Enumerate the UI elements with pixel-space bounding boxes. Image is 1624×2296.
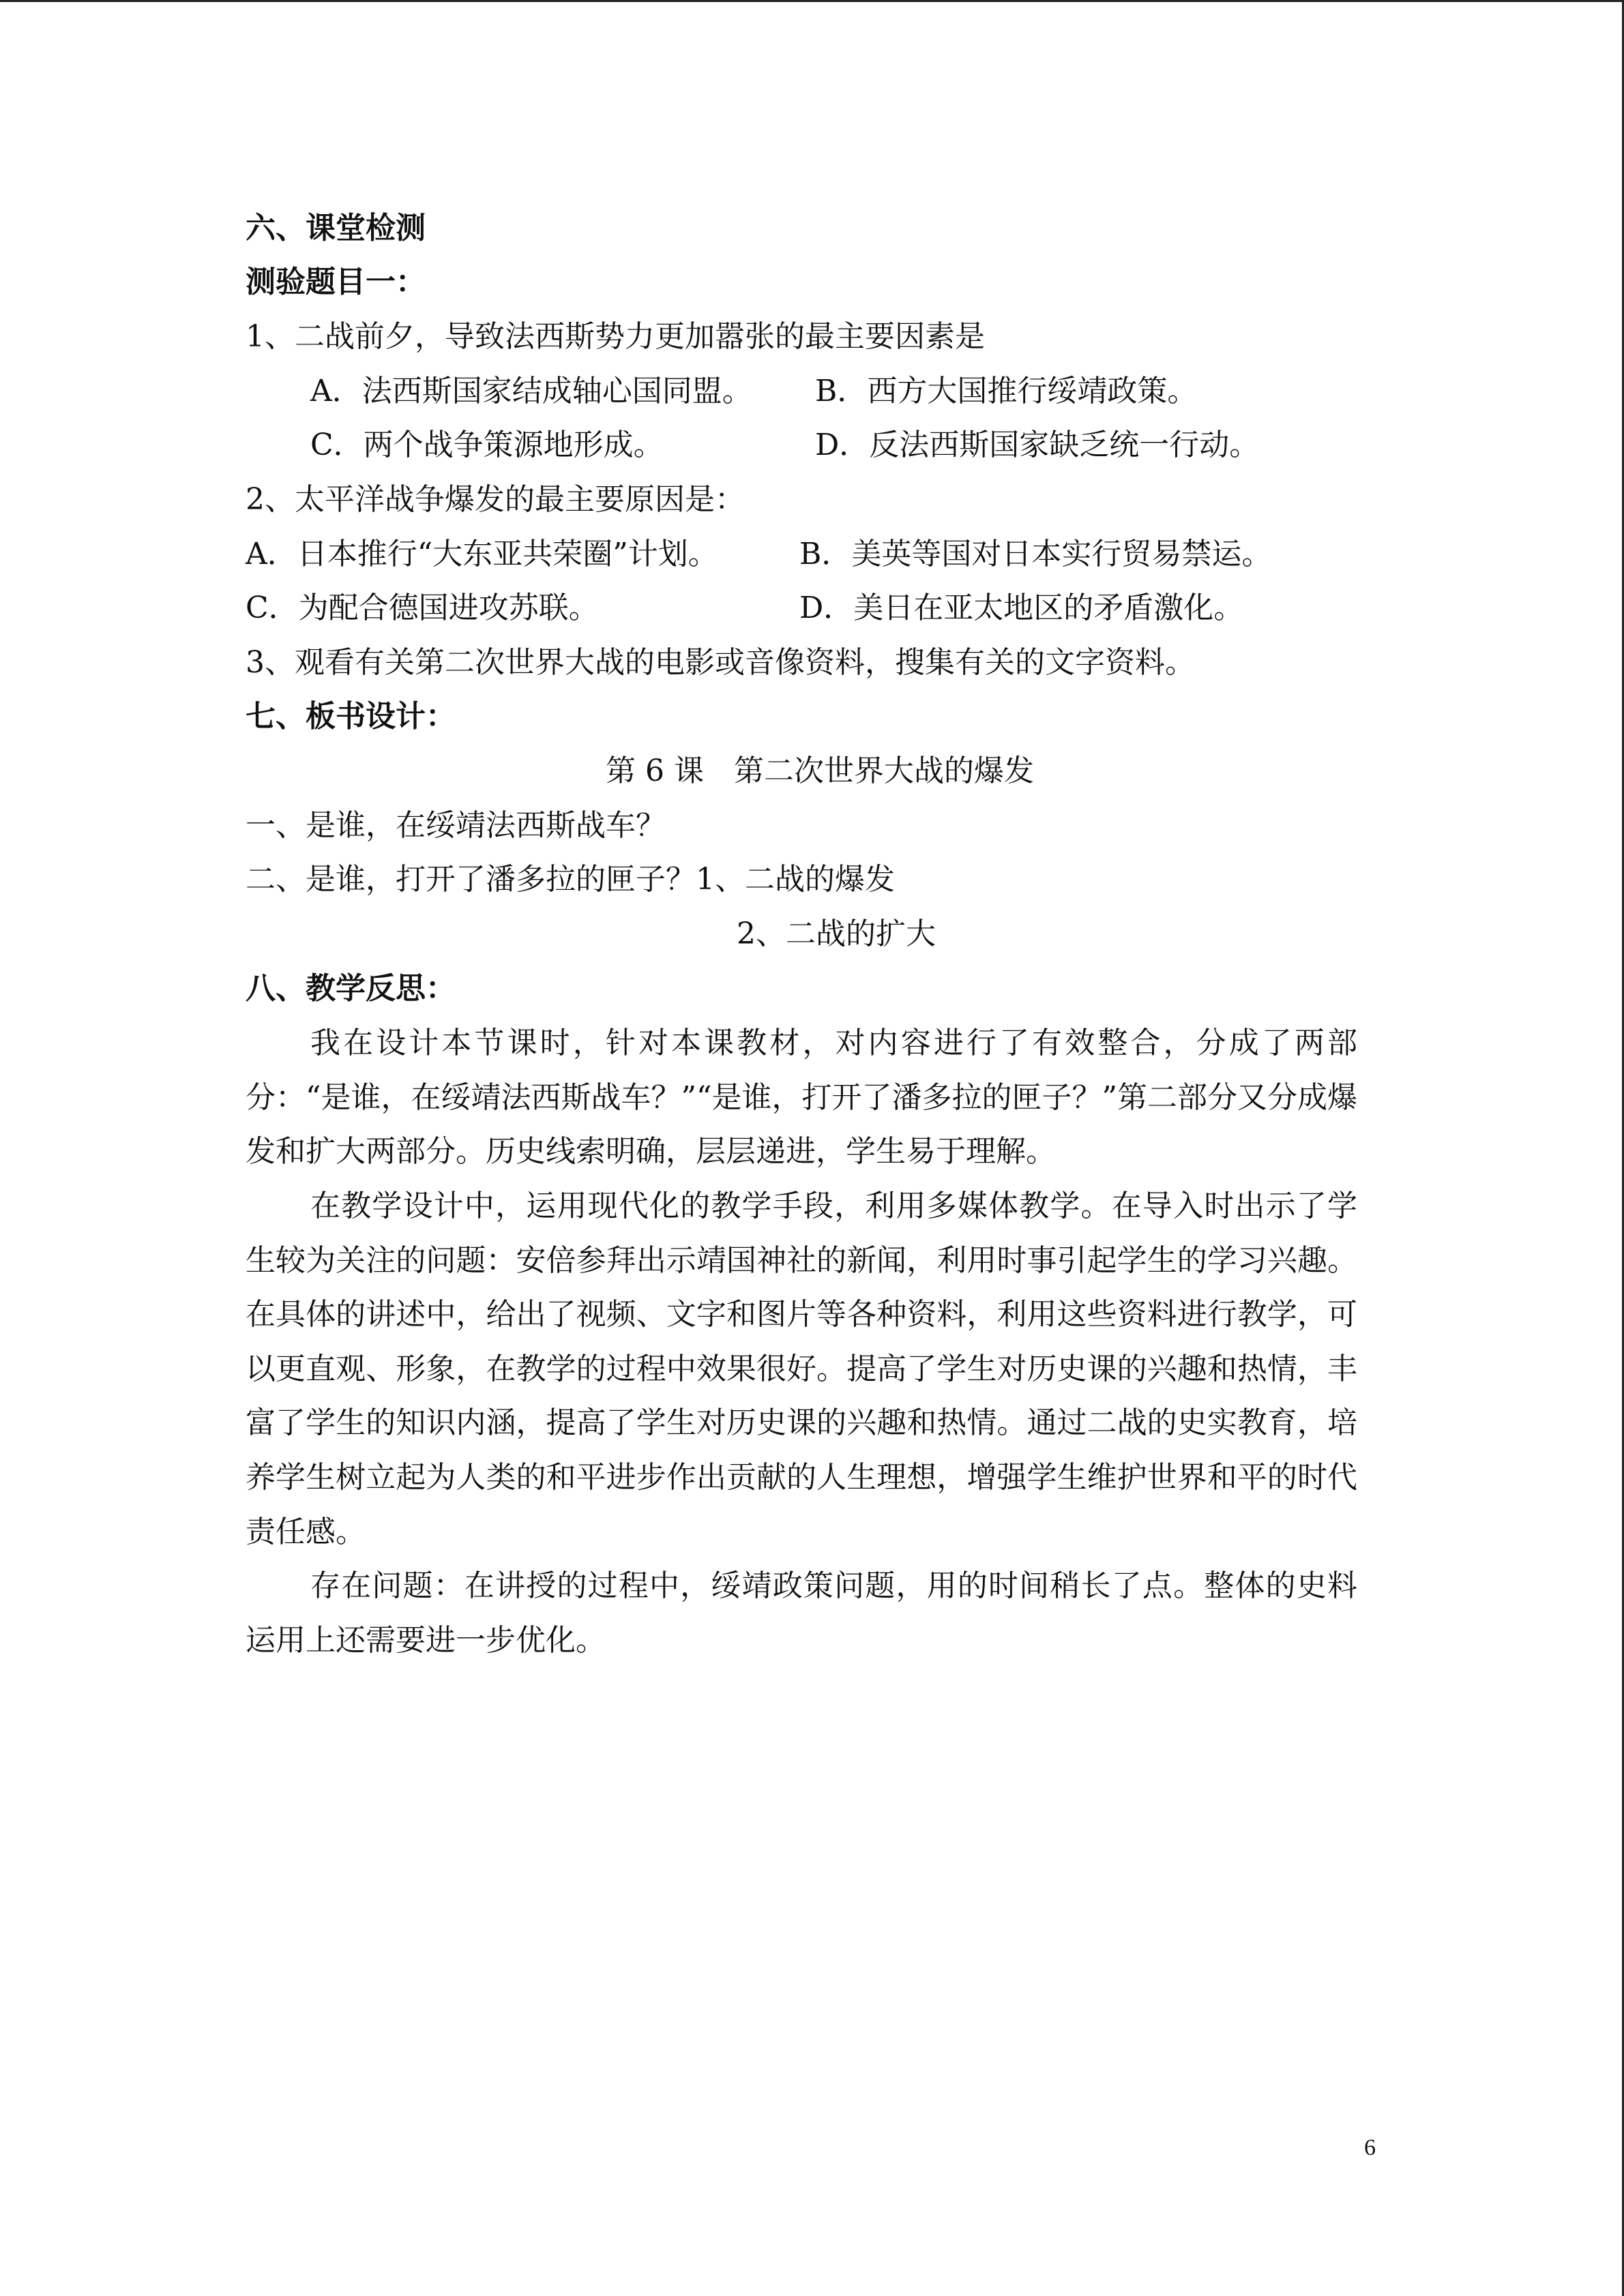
board-item-1: 一、是谁，在绥靖法西斯战车？ <box>246 808 666 843</box>
question-1-option-c: C．两个战争策源地形成。 <box>310 428 664 462</box>
page-number: 6 <box>1364 2135 1376 2160</box>
question-2-option-b: B．美英等国对日本实行贸易禁运。 <box>799 537 1272 571</box>
question-2-option-c: C．为配合德国进攻苏联。 <box>246 591 599 625</box>
board-item-2-sub-2: 2、二战的扩大 <box>737 916 936 951</box>
section-eight-title: 八、教学反思： <box>246 971 456 1006</box>
question-2-option-a: A．日本推行“大东亚共荣圈”计划。 <box>246 537 718 571</box>
question-1-option-d: D．反法西斯国家缺乏统一行动。 <box>815 428 1260 462</box>
question-1-option-b: B．西方大国推行绥靖政策。 <box>815 374 1198 408</box>
question-1-stem: 1、二战前夕，导致法西斯势力更加嚣张的最主要因素是 <box>246 319 985 354</box>
board-item-2: 二、是谁，打开了潘多拉的匣子？1、二战的爆发 <box>246 862 895 897</box>
section-seven-title: 七、板书设计： <box>246 699 456 734</box>
page-border-top <box>0 0 1624 2</box>
question-2-stem: 2、太平洋战争爆发的最主要原因是： <box>246 482 745 517</box>
test-title: 测验题目一： <box>246 265 426 299</box>
reflection-paragraph-1: 我在设计本节课时，针对本课教材，对内容进行了有效整合，分成了两部分：“是谁，在绥靖法西斯战车？”“是谁，打开了潘多拉的匣子？”第二部分又分成爆发和扩大两部分。历史线索明确，层层递进，学生易于理解。 <box>246 1026 1357 1169</box>
reflection-paragraph-3: 存在问题：在讲授的过程中，绥靖政策问题，用的时间稍长了点。整体的史料运用上还需要进一步优化。 <box>246 1568 1357 1658</box>
question-1-option-a: A．法西斯国家结成轴心国同盟。 <box>310 374 752 408</box>
question-3: 3、观看有关第二次世界大战的电影或音像资料，搜集有关的文字资料。 <box>246 645 1195 680</box>
section-six-title: 六、课堂检测 <box>246 211 426 245</box>
question-2-option-d: D．美日在亚太地区的矛盾激化。 <box>799 591 1244 625</box>
board-title: 第 6 课 第二次世界大战的爆发 <box>606 754 1034 788</box>
reflection-paragraph-2: 在教学设计中，运用现代化的教学手段，利用多媒体教学。在导入时出示了学生较为关注的问题：安倍参拜出示靖国神社的新闻，利用时事引起学生的学习兴趣。在具体的讲述中，给出了视频、文字和图片等各种资料，利用这些资料进行教学，可以更直观、形象，在教学的过程中效果很好。提高了学生对历史课的兴趣和热情，丰富了学生的知识内涵，提高了学生对历史课的兴趣和热情。通过二战的史实教育，培养学生树立起为人类的和平进步作出贡献的人生理想，增强学生维护世界和平的时代责任感。 <box>246 1189 1357 1549</box>
